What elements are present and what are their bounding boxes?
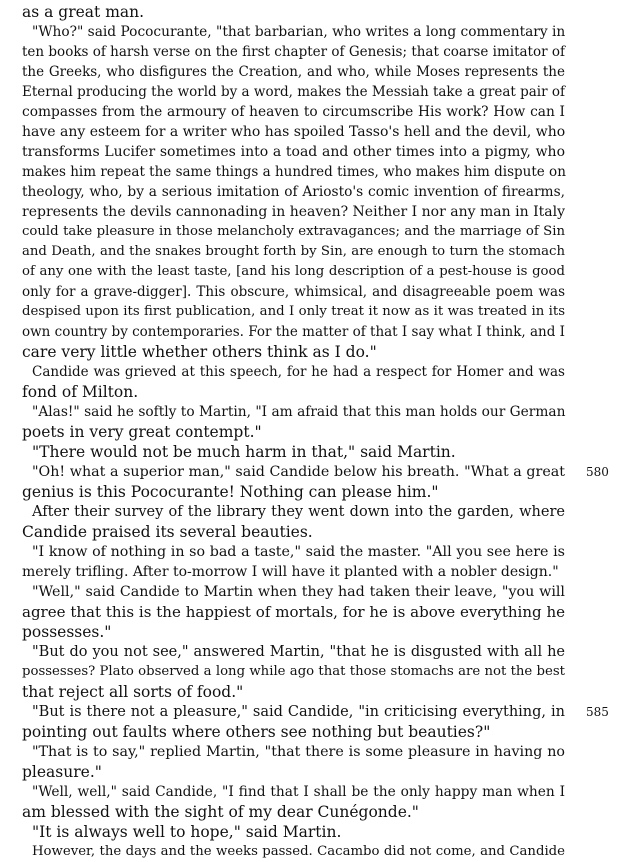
text-line: "There would not be much harm in that," said Martin. — [32, 443, 456, 461]
text-line: compasses from the armoury of heaven to circumscribe His work? How can I — [22, 104, 565, 120]
text-line: Candide was grieved at this speech, for he had a respect for Homer and was — [32, 364, 565, 380]
text-line: have any esteem for a writer who has spoiled Tasso's hell and the devil, who — [22, 124, 566, 140]
text-line: agree that this is the happiest of mortals, for he is above everything he — [22, 603, 565, 621]
text-line: "Who?" said Pococurante, "that barbarian, who writes a long commentary in — [32, 24, 566, 40]
text-line: Candide praised its several beauties. — [22, 523, 313, 541]
margin-line-number: 580 — [586, 465, 609, 479]
text-line: care very little whether others think as I do." — [22, 343, 377, 361]
text-line: poets in very great contempt." — [22, 423, 262, 441]
text-line: "But do you not see," answered Martin, "that he is disgusted with all he — [32, 644, 565, 660]
text-line: "Alas!" said he softly to Martin, "I am afraid that this man holds our German — [32, 404, 566, 420]
text-line: despised upon its first publication, and I only treat it now as it was treated in its — [22, 304, 565, 319]
text-line: "Well, well," said Candide, "I find that I shall be the only happy man when I — [32, 784, 565, 800]
text-line: am blessed with the sight of my dear Cunégonde." — [22, 803, 419, 821]
text-line: fond of Milton. — [22, 383, 139, 401]
text-line: only for a grave-digger]. This obscure, whimsical, and disagreeable poem was — [22, 284, 565, 300]
text-line: merely trifling. After to-morrow I will have it planted with a nobler design." — [22, 564, 559, 580]
text-line: that reject all sorts of food." — [22, 683, 244, 701]
text-line: own country by contemporaries. For the matter of that I say what I think, and I — [22, 324, 565, 340]
text-line: genius is this Pococurante! Nothing can please him." — [22, 483, 439, 501]
text-line: possesses? Plato observed a long while ago that those stomachs are not the best — [22, 664, 565, 679]
body-text — [22, 2, 565, 862]
text-line: Eternal producing the world by a word, makes the Messiah take a great pair of — [22, 84, 565, 100]
text-line: the Greeks, who disfigures the Creation, and who, while Moses represents the — [22, 64, 565, 80]
text-line: could take pleasure in those melancholy extravagances; and the marriage of Sin — [22, 224, 565, 239]
text-line: "Well," said Candide to Martin when they had taken their leave, "you will — [32, 584, 565, 600]
text-line: as a great man. — [22, 3, 145, 21]
text-line: "That is to say," replied Martin, "that there is some pleasure in having no — [32, 744, 565, 760]
text-line: ten books of harsh verse on the first chapter of Genesis; that coarse imitator of — [22, 44, 565, 60]
text-line: "Oh! what a superior man," said Candide below his breath. "What a great — [32, 464, 565, 480]
text-line: of any one with the least taste, [and his long description of a pest-house is good — [22, 264, 565, 279]
text-line: However, the days and the weeks passed. Cacambo did not come, and Candide — [32, 844, 565, 859]
text-line: pleasure." — [22, 763, 102, 781]
text-line: and Death, and the snakes brought forth by Sin, are enough to turn the stomach — [22, 244, 565, 259]
text-line: "It is always well to hope," said Martin. — [32, 823, 342, 841]
text-line: After their survey of the library they went down into the garden, where — [32, 504, 565, 520]
text-line: "I know of nothing in so bad a taste," said the master. "All you see here is — [32, 544, 565, 560]
text-line: represents the devils cannonading in heaven? Neither I nor any man in Italy — [22, 204, 565, 220]
text-line: pointing out faults where others see nothing but beauties?" — [22, 723, 491, 741]
margin-line-number: 585 — [586, 705, 609, 719]
text-line: transforms Lucifer sometimes into a toad and other times into a pigmy, who — [22, 144, 565, 160]
text-line: theology, who, by a serious imitation of Ariosto's comic invention of firearms, — [22, 184, 565, 200]
text-line: "But is there not a pleasure," said Candide, "in criticising everything, in — [32, 704, 565, 720]
text-line: possesses." — [22, 623, 112, 641]
text-line: makes him repeat the same things a hundred times, who makes him dispute on — [22, 164, 566, 180]
